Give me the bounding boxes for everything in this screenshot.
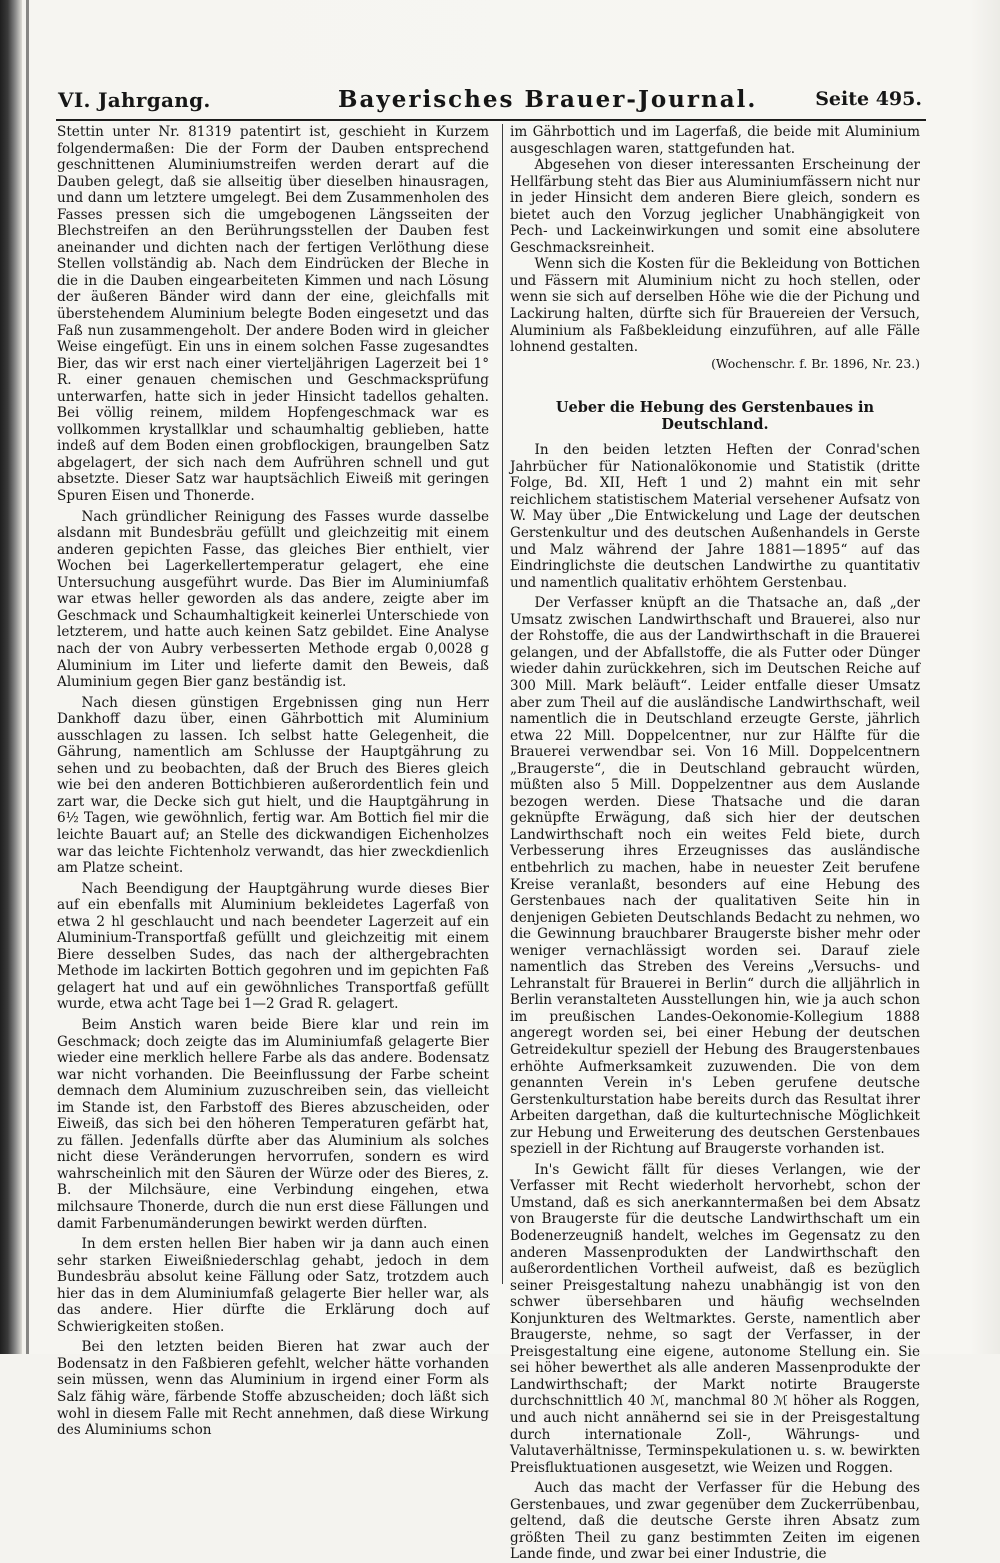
right-column: [510, 124, 920, 1563]
paragraph: Abgesehen von dieser interessanten Erscheinung der Hellfärbung steht das Bier aus Aluminiumfässern nicht nur in jeder Hinsicht dem anderen Biere gleich, sondern es bietet auch den Vorzug jeglicher Unabhängigkeit von Pech- und Lackeinwirkungen und somit eine absolutere Geschmacksreinheit.: [510, 157, 920, 256]
paragraph: im Gährbottich und im Lagerfaß, die beide mit Aluminium ausgeschlagen waren, stattgefunden hat.: [510, 124, 920, 157]
paragraph: Stettin unter Nr. 81319 patentirt ist, geschieht in Kurzem folgendermaßen: Die der Form der Dauben entsprechend geschnittenen Aluminiumstreifen werden derart auf die Dauben gelegt, daß sie allseitig über dieselben hinausragen, und dann um letztere umgelegt. Bei dem Zusammenholen des Fasses pressen sich die umgebogenen Längsseiten der Blechstreifen an den Berührungsstellen der Dauben fest aneinander und dichten nach der fertigen Verlöthung diese Stellen vollständig ab. Nach dem Eindrücken der Bleche in die in die Dauben eingearbeiteten Kimmen und nach Lösung der äußeren Bänder wird dann der eine, gleichfalls mit überstehendem Aluminium belegte Boden eingesetzt und das Faß nun zusammengeholt. Der andere Boden wird in gleicher Weise eingefügt. Ein uns in einem solchen Fasse zugesandtes Bier, das wir erst nach einer vierteljährigen Lagerzeit bei 1° R. einer genauen chemischen und Geschmacksprüfung unterwarfen, hatte sich in jeder Hinsicht tadellos gehalten. Bei völlig reinem, mildem Hopfengeschmack war es vollkommen krystallklar und schaumhaltig geblieben, hatte indeß auf dem Boden einen grobflockigen, braungelben Satz abgelagert, der sich nach dem Aufrühren schnell und gut absetzte. Dieser Satz war hauptsächlich Eiweiß mit geringen Spuren Eisen und Thonerde.: [57, 124, 489, 505]
paragraph: Nach gründlicher Reinigung des Fasses wurde dasselbe alsdann mit Bundesbräu gefüllt und gleichzeitig mit einem anderen gepichten Fasse, das gleiches Bier enthielt, vier Wochen bei Lagerkellertemperatur gelagert, ehe eine Untersuchung ausgeführt wurde. Das Bier im Aluminiumfaß war etwas heller geworden als das andere, zeigte aber im Geschmack und Schaumhaltigkeit keinerlei Unterschiede von letzterem, und hatte auch keinen Satz gebildet. Eine Analyse nach der von Aubry verbesserten Methode ergab 0,0028 g Aluminium im Liter und lieferte damit den Beweis, daß Aluminium gegen Bier ganz beständig ist.: [57, 508, 489, 691]
page-number: Seite 495.: [815, 88, 922, 110]
binding-shadow: [26, 0, 29, 1354]
paragraph: In's Gewicht fällt für dieses Verlangen, wie der Verfasser mit Recht wiederholt hervorhebt, schon der Umstand, daß es sich anerkanntermaßen bei dem Absatz von Braugerste für die deutsche Landwirthschaft um ein Bodenerzeugniß handelt, welches im Gegensatz zu den anderen Massenprodukten der Landwirthschaft den außerordentlichen Vortheil aufweist, daß es bezüglich seiner Preisgestaltung nahezu unabhängig ist von den schwer übersehbaren und häufig wechselnden Konjunkturen des Weltmarktes. Gerste, namentlich aber Braugerste, nehme, so sagt der Verfasser, in der Preisgestaltung eine eigene, autonome Stellung ein. Sie sei höher bewerthet als alle anderen Massenprodukte der Landwirthschaft; der Markt notirte Braugerste durchschnittlich 40 ℳ, manchmal 80 ℳ höher als Roggen, und auch nicht annähernd sei sie in der Preisgestaltung durch internationale Zoll-, Währungs- und Valutaverhältnisse, Terminspekulationen u. s. w. bewirkten Preisfluktuationen ausgesetzt, wie Weizen und Roggen.: [510, 1161, 920, 1476]
paragraph: In dem ersten hellen Bier haben wir ja dann auch einen sehr starken Eiweißniederschlag gehabt, jedoch in dem Bundesbräu absolut keine Fällung oder Satz, trotzdem auch hier das in dem Aluminiumfaß gelagerte Bier heller war, als das andere. Hier dürfte die Erklärung doch auf Schwierigkeiten stoßen.: [57, 1236, 489, 1335]
header-rule: [56, 119, 926, 121]
paragraph: In den beiden letzten Heften der Conrad'schen Jahrbücher für Nationalökonomie und Statistik (dritte Folge, Bd. XII, Heft 1 und 2) mahnt ein mit sehr reichlichem statistischem Material versehener Aufsatz von W. May über „Die Entwickelung und Lage der deutschen Gerstenkultur und des deutschen Außenhandels in Gerste und Malz während der Jahre 1881—1895“ auf das Eindringlichste die deutschen Landwirthe zu quantitativ und namentlich qualitativ erhöhtem Gerstenbau.: [510, 442, 920, 591]
binding-edge: [0, 0, 22, 1354]
column-divider: [502, 124, 503, 1284]
page-header: [58, 84, 922, 114]
source-citation: (Wochenschr. f. Br. 1896, Nr. 23.): [711, 355, 920, 371]
paragraph: Nach Beendigung der Hauptgährung wurde dieses Bier auf ein ebenfalls mit Aluminium bekleidetes Lagerfaß von etwa 2 hl geschlaucht und nach beendeter Lagerzeit auf ein Aluminium-Transportfaß gefüllt und gleichzeitig mit einem Biere desselben Sudes, das nach der althergebrachten Methode im lackirten Bottich gegohren und im gepichten Faß gelagert hat und auf ein gewöhnliches Transportfaß gefüllt wurde, etwa acht Tage bei 1—2 Grad R. gelagert.: [57, 880, 489, 1013]
paragraph: Auch das macht der Verfasser für die Hebung des Gerstenbaues, und zwar gegenüber dem Zuckerrübenbau, geltend, daß die deutsche Gerste ihren Absatz zum größten Theil zu ganz bestimmten Zeiten im eigenen Lande finde, und zwar bei einer Industrie, die: [510, 1480, 920, 1563]
journal-title: Bayerisches Brauer-Journal.: [338, 86, 758, 113]
paragraph: Bei den letzten beiden Bieren hat zwar auch der Bodensatz in den Faßbieren gefehlt, welcher hätte vorhanden sein müssen, wenn das Aluminium in irgend einer Form als Salz fähig wäre, färbende Stoffe abzuscheiden; doch läßt sich wohl in diesem Falle mit Recht annehmen, daß diese Wirkung des Aluminiums schon: [57, 1339, 489, 1439]
volume-label: VI. Jahrgang.: [58, 88, 211, 112]
paragraph: Wenn sich die Kosten für die Bekleidung von Bottichen und Fässern mit Aluminium nicht zu hoch stellen, oder wenn sie sich auf derselben Höhe wie die der Pichung und Lackirung halten, dürfte sich für Brauereien der Versuch, Aluminium als Faßbekleidung einzuführen, auf alle Fälle lohnend gestalten.: [510, 256, 920, 356]
article-heading: Ueber die Hebung des Gerstenbaues in Deutschland.: [555, 399, 875, 433]
paragraph: Beim Anstich waren beide Biere klar und rein im Geschmack; doch zeigte das im Aluminiumfaß gelagerte Bier wieder eine merklich hellere Farbe als das andere. Bodensatz war nicht vorhanden. Die Beeinflussung der Farbe scheint demnach dem Aluminium zuzuschreiben sein, das vielleicht im Stande ist, den Farbstoff des Bieres abzuscheiden, oder Eiweiß, das sich bei den höheren Temperaturen gefärbt hat, zu fällen. Jedenfalls dürfte aber das Aluminium als solches nicht diese Veränderungen hervorrufen, sondern es wird wahrscheinlich mit den Säuren der Würze oder des Bieres, z. B. der Milchsäure, eine Verbindung eingehen, etwa milchsaure Thonerde, durch die nun erst diese Fällungen und damit Farbenumänderungen bewirkt werden dürften.: [57, 1016, 489, 1232]
left-column: [57, 124, 489, 1439]
paragraph: Nach diesen günstigen Ergebnissen ging nun Herr Dankhoff dazu über, einen Gährbottich mit Aluminium ausschlagen zu lassen. Ich selbst hatte Gelegenheit, die Gährung, namentlich am Schlusse der Hauptgährung zu sehen und zu beobachten, daß der Bruch des Bieres gleich wie bei den anderen Bottichbieren außerordentlich fein und zart war, die Decke sich gut hielt, und die Hauptgährung in 6½ Tagen, wie gewöhnlich, fertig war. Am Bottich fiel mir die leichte Bauart auf; an Stelle des dickwandigen Eichenholzes war das leichte Fichtenholz verwandt, das hier zweckdienlich am Platze scheint.: [57, 694, 489, 877]
paragraph: Der Verfasser knüpft an die Thatsache an, daß „der Umsatz zwischen Landwirthschaft und Brauerei, also nur der Rohstoffe, die aus der Landwirthschaft in die Brauerei gelangen, und der Abfallstoffe, die als Futter oder Dünger wieder dahin zurückkehren, sich im Deutschen Reiche auf 300 Mill. Mark beläuft“. Leider entfalle dieser Umsatz aber zum Theil auf die ausländische Landwirthschaft, weil namentlich die in Deutschland erzeugte Gerste, jährlich etwa 22 Mill. Doppelcentner, nur zur Hälfte für die Brauerei verwendbar sei. Von 16 Mill. Doppelcentnern „Braugerste“, die in Deutschland gebraucht würden, müßten also 5 Mill. Doppelzentner aus dem Auslande bezogen werden. Diese Thatsache und die daran geknüpfte Erwägung, daß sich hier der deutschen Landwirthschaft noch ein weites Feld biete, durch Verbesserung ihres Erzeugnisses das ausländische entbehrlich zu machen, habe in neuester Zeit berufene Kreise veranlaßt, besonders auf eine Hebung des Gerstenbaues nach der qualitativen Seite hin in denjenigen Gebieten Deutschlands Bedacht zu nehmen, wo die Gewinnung brauchbarer Braugerste bisher mehr oder weniger vernachlässigt worden sei. Darauf ziele namentlich das Streben des Vereins „Versuchs- und Lehranstalt für Brauerei in Berlin“ durch die alljährlich in Berlin veranstalteten Ausstellungen hin, wie ja auch schon im preußischen Landes-Oekonomie-Kollegium 1888 angeregt worden sei, bei einer Hebung der deutschen Getreidekultur speziell der Hebung des Braugerstenbaues erhöhte Aufmerksamkeit zuzuwenden. Die von dem genannten Verein in's Leben gerufene deutsche Gerstenkulturstation habe bereits durch das Resultat ihrer Arbeiten dargethan, daß die kulturtechnische Möglichkeit zur Hebung und Erweiterung des deutschen Gerstenbaues speziell in der Richtung auf Braugerste vorhanden ist.: [510, 595, 920, 1158]
